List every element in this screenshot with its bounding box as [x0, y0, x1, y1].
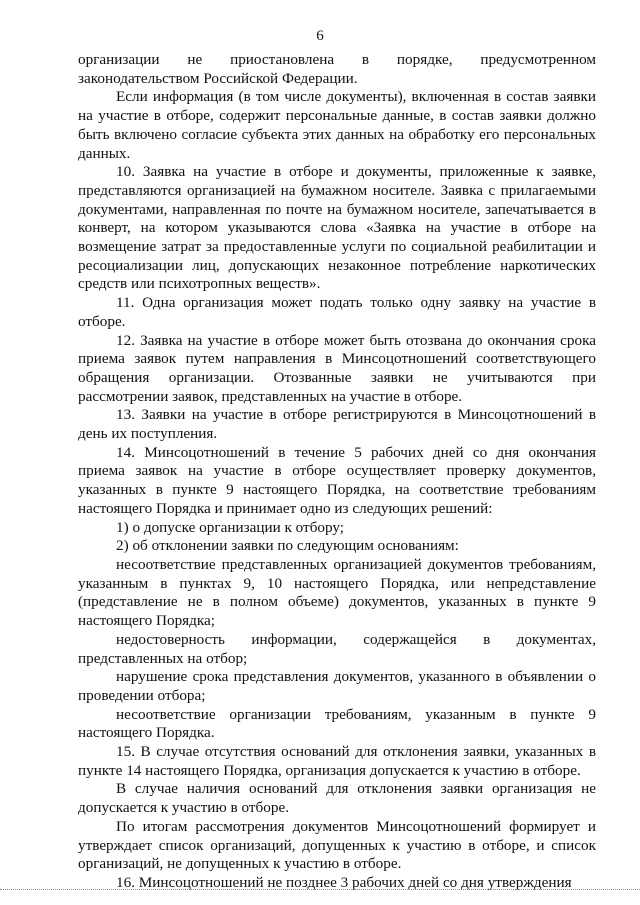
paragraph-item-10: 10. Заявка на участие в отборе и документы, приложенные к заявке, представляются организацией на бумажном носителе. Заявка с прилагаемыми документами, направленная по почте на бумажном носителе, запечатывается в конверт, на котором указываются слова «Заявка на участие в отборе на возмещение затрат за предоставленные услуги по социальной реабилитации и ресоциализации лиц, допускающих незаконное потребление наркотических средств или психотропных веществ». — [78, 163, 596, 293]
paragraph-decision-2: 2) об отклонении заявки по следующим основаниям: — [116, 537, 459, 555]
paragraph-ground-nonconformity-docs: несоответствие представленных организацией документов требованиям, указанным в пунктах 9, 10 настоящего Порядка, или непредставление (представление не в полном объеме) документов, указанных в пункте 9 настоящего Порядка; — [78, 555, 596, 630]
paragraph-item-13: 13. Заявки на участие в отборе регистрируются в Минсоцотношений в день их поступления. — [78, 406, 596, 443]
page-number: 6 — [316, 28, 324, 44]
document-body — [78, 51, 596, 893]
scan-edge-divider — [0, 889, 640, 890]
paragraph-ground-unreliable-info: недостоверность информации, содержащейся в документах, представленных на отбор; — [78, 630, 596, 667]
paragraph-personal-data: Если информация (в том числе документы), включенная в состав заявки на участие в отборе, содержит персональные данные, в состав заявки должно быть включено согласие субъекта этих данных на обработку его персональных данных. — [78, 88, 596, 162]
paragraph-item-11: 11. Одна организация может подать только одну заявку на участие в отборе. — [78, 294, 596, 330]
paragraph-item-12: 12. Заявка на участие в отборе может быть отозвана до окончания срока приема заявок путем направления в Минсоцотношений соответствующего обращения организации. Отозванные заявки не учитываются при рассмотрении заявок, представленных на участие в отборе. — [78, 331, 596, 405]
paragraph-ground-org-nonconformity: несоответствие организации требованиям, указанным в пункте 9 настоящего Порядка. — [78, 705, 596, 742]
paragraph-item-14: 14. Минсоцотношений в течение 5 рабочих дней со дня окончания приема заявок на участие в отборе осуществляет проверку документов, указанных в пункте 9 настоящего Порядка, на соответствие требованиям настоящего Порядка и принимает одно из следующих решений: — [78, 443, 596, 517]
paragraph-item-15: 15. В случае отсутствия оснований для отклонения заявки, указанных в пункте 14 настоящего Порядка, организация допускается к участию в отборе. — [78, 743, 596, 779]
paragraph-decision-1: 1) о допуске организации к отбору; — [116, 518, 345, 536]
paragraph-continuation: организации не приостановлена в порядке, предусмотренном законодательством Российской Федерации. — [78, 51, 596, 87]
paragraph-rejection-case: В случае наличия оснований для отклонения заявки организация не допускается к участию в отборе. — [78, 780, 596, 817]
paragraph-review-results: По итогам рассмотрения документов Минсоцотношений формирует и утверждает список организаций, допущенных к участию в отборе, и список организаций, не допущенных к участию в отборе. — [78, 817, 596, 873]
paragraph-ground-deadline-violation: нарушение срока представления документов, указанного в объявлении о проведении отбора; — [78, 668, 596, 704]
paragraph-item-16: 16. Минсоцотношений не позднее 3 рабочих дней со дня утверждения — [116, 873, 572, 891]
